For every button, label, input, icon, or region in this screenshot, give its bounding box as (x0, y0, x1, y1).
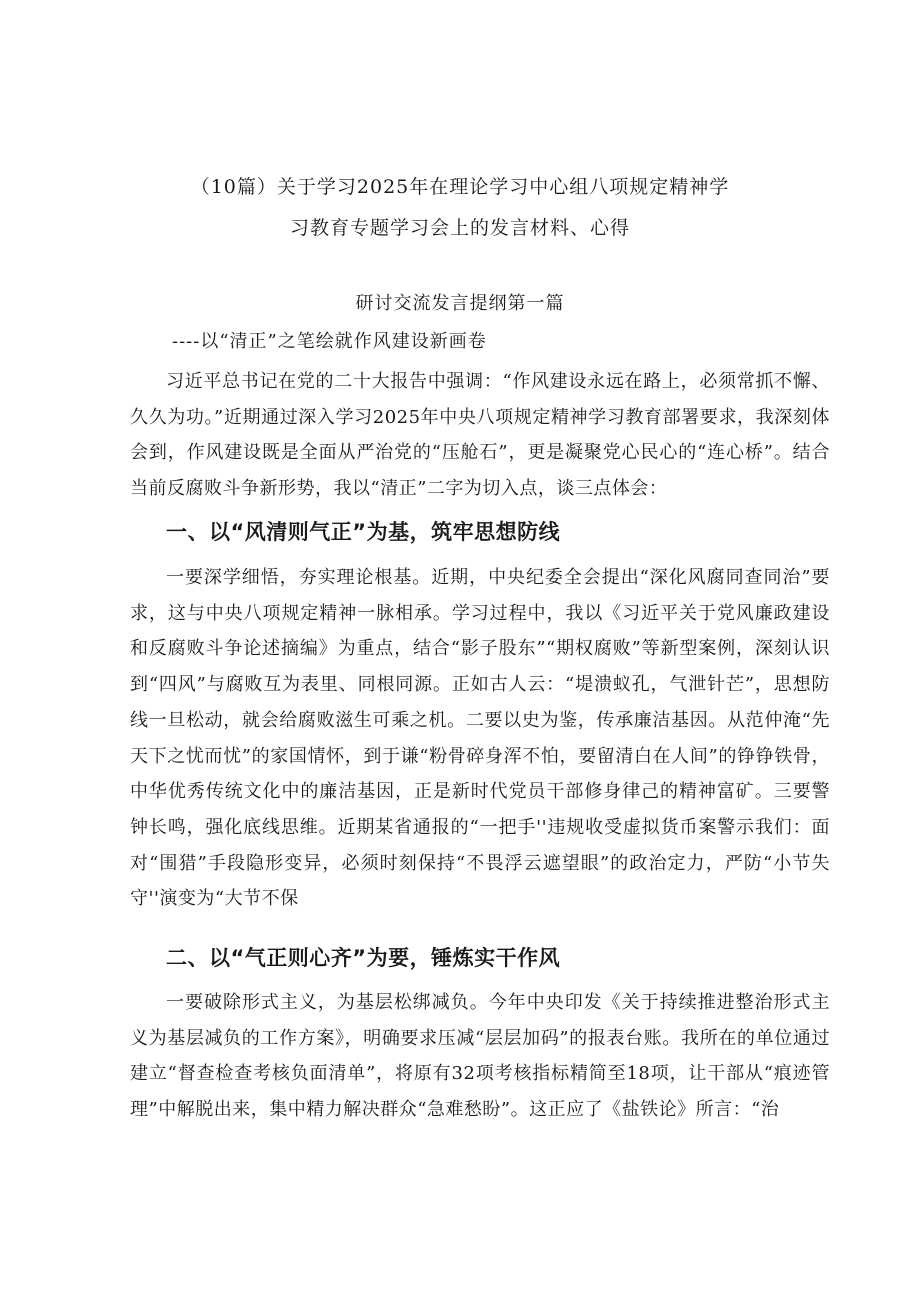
document-title-line-1: （10篇）关于学习2025年在理论学习中心组八项规定精神学 (190, 176, 730, 198)
section-title: 研讨交流发言提纲第一篇 (355, 293, 565, 314)
heading-1: 一、以“风清则气正”为基，筑牢思想防线 (166, 520, 561, 544)
intro-paragraph: 习近平总书记在党的二十大报告中强调：“作风建设永远在路上，必须常抓不懈、久久为功。”近期通过深入学习2025年中央八项规定精神学习教育部署要求，我深刻体会到，作风建设既是全面从严治党的“压舱石”，更是凝聚党心民心的“连心桥”。结合当前反腐败斗争新形势，我以“清正”二字为切入点，谈三点体会： (130, 371, 830, 500)
paragraph-2: 一要破除形式主义，为基层松绑减负。今年中央印发《关于持续推进整治形式主义为基层减负的工作方案》，明确要求压减“层层加码”的报表台账。我所在的单位通过建立“督查检查考核负面清单”，将原有32项考核指标精简至18项，让干部从“痕迹管理”中解脱出来，集中精力解决群众“急难愁盼”。这正应了《盐铁论》所言：“治 (130, 992, 830, 1121)
section-subtitle: ----以“清正”之笔绘就作风建设新画卷 (172, 331, 487, 352)
heading-2: 二、以“气正则心齐”为要，锤炼实干作风 (166, 946, 561, 970)
paragraph-1: 一要深学细悟，夯实理论根基。近期，中央纪委全会提出“深化风腐同查同治”要求，这与中央八项规定精神一脉相承。学习过程中，我以《习近平关于党风廉政建设和反腐败斗争论述摘编》为重点，结合“影子股东”“期权腐败”等新型案例，深刻认识到“四风”与腐败互为表里、同根同源。正如古人云：“堤溃蚁孔，气泄针芒”，思想防线一旦松动，就会给腐败滋生可乘之机。二要以史为鉴，传承廉洁基因。从范仲淹“先天下之忧而忧”的家国情怀，到于谦“粉骨碎身浑不怕，要留清白在人间”的铮铮铁骨，中华优秀传统文化中的廉洁基因，正是新时代党员干部修身律己的精神富矿。三要警钟长鸣，强化底线思维。近期某省通报的“一把手''违规收受虚拟货币案警示我们：面对“围猎”手段隐形变异，必须时刻保持“不畏浮云遮望眼”的政治定力，严防“小节失守''演变为“大节不保 (130, 567, 830, 910)
document-title-line-2: 习教育专题学习会上的发言材料、心得 (289, 217, 630, 239)
